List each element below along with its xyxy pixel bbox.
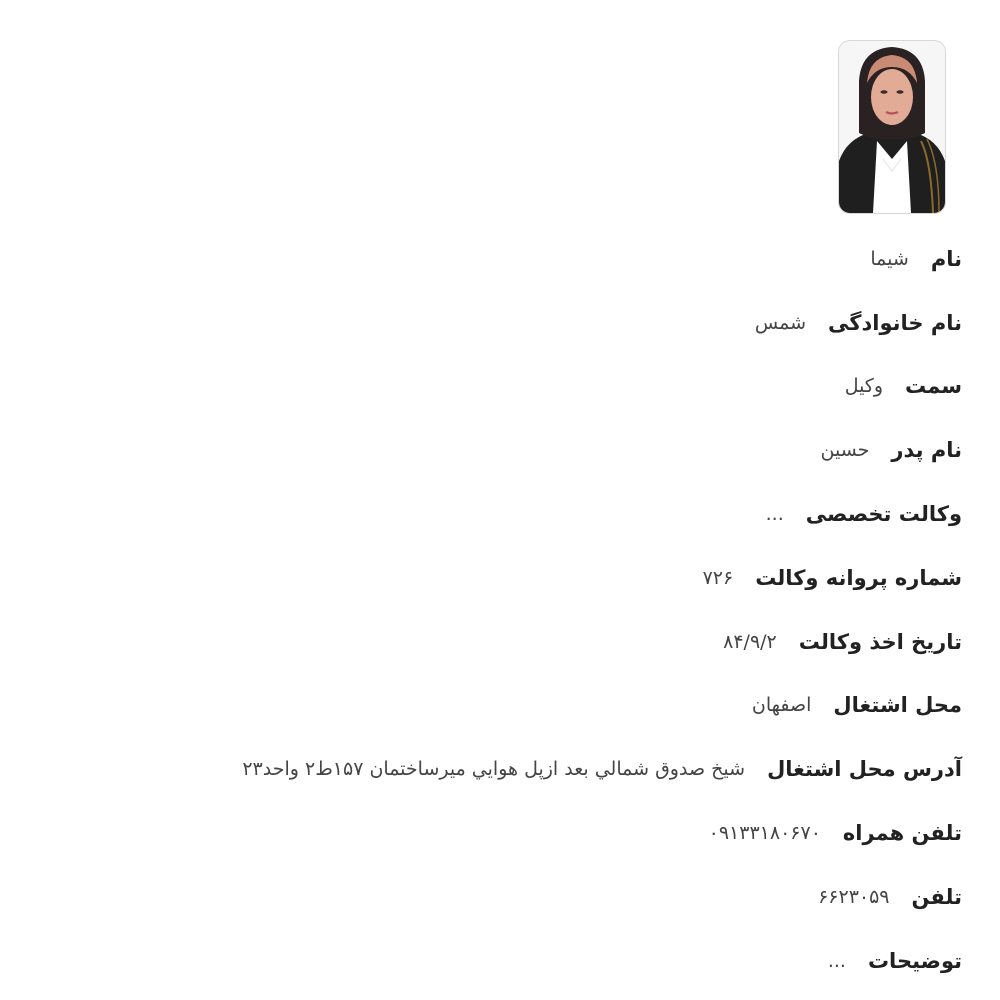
field-row-workplace: [40, 674, 962, 738]
field-label: محل اشتغال: [833, 693, 962, 718]
field-row-license-date: [40, 610, 962, 674]
field-row-father-name: [40, 418, 962, 482]
field-value: ۸۴/۹/۲: [723, 630, 777, 653]
field-label: سمت: [905, 374, 962, 399]
field-value: ...: [827, 949, 846, 972]
field-row-phone: [40, 865, 962, 929]
field-label: نام پدر: [891, 438, 962, 463]
profile-fields: [40, 227, 962, 993]
field-label: نام خانوادگی: [828, 310, 962, 335]
field-row-position: [40, 355, 962, 419]
profile-photo: [838, 40, 946, 214]
field-label: تلفن همراه: [842, 821, 962, 846]
field-value: ۰۹۱۳۳۱۸۰۶۷۰: [708, 822, 821, 845]
field-label: تاریخ اخذ وکالت: [798, 629, 962, 654]
field-label: آدرس محل اشتغال: [767, 757, 962, 782]
field-value: شيخ صدوق شمالي بعد ازپل هوايي ميرساختمان ۱۵۷ط۲ واحد۲۳: [242, 758, 746, 781]
field-row-last-name: [40, 291, 962, 355]
field-label: نام: [930, 246, 962, 271]
field-label: وکالت تخصصی: [805, 502, 962, 527]
field-value: شیما: [870, 247, 909, 270]
field-row-specialty: [40, 482, 962, 546]
field-row-mobile-phone: [40, 801, 962, 865]
field-value: ۷۲۶: [702, 566, 734, 589]
field-value: ...: [765, 503, 784, 526]
field-value: حسین: [820, 439, 870, 462]
field-row-license-number: [40, 546, 962, 610]
field-row-description: [40, 929, 962, 993]
field-value: اصفهان: [751, 694, 812, 717]
field-label: تلفن: [911, 884, 962, 909]
field-value: ۶۶۲۳۰۵۹: [818, 885, 890, 908]
field-value: وکیل: [844, 375, 884, 398]
field-row-workplace-address: [40, 737, 962, 801]
field-label: شماره پروانه وکالت: [755, 565, 962, 590]
portrait-image: [839, 41, 945, 213]
field-row-first-name: [40, 227, 962, 291]
field-label: توضیحات: [867, 948, 962, 973]
field-value: شمس: [754, 311, 807, 334]
